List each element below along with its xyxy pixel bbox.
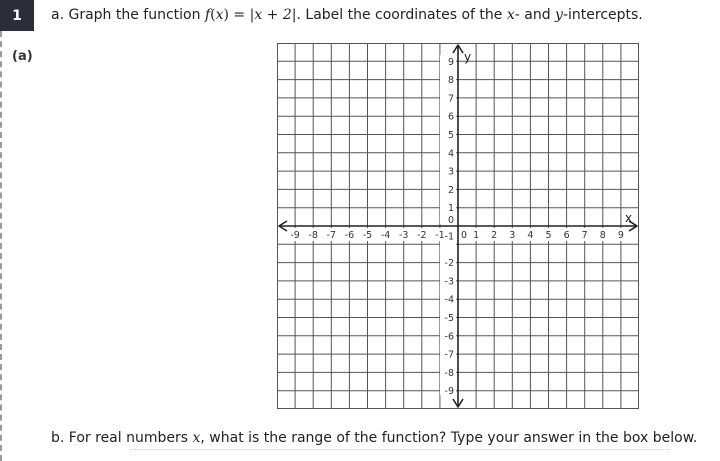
y-tick-label: 8 bbox=[447, 75, 454, 87]
x-tick-label: -9 bbox=[290, 230, 300, 241]
x-tick-label: -2 bbox=[417, 230, 427, 241]
x-tick-label: 8 bbox=[599, 230, 606, 241]
x-tick-label: -5 bbox=[362, 230, 373, 241]
y-tick-label: -6 bbox=[444, 331, 454, 343]
x-tick-label: 9 bbox=[617, 230, 624, 241]
x-tick-label: 4 bbox=[527, 230, 534, 241]
y-tick-label: -8 bbox=[444, 367, 454, 379]
y-tick-label: -4 bbox=[444, 294, 454, 306]
x-tick-label: -4 bbox=[380, 230, 391, 241]
y-tick-label: 5 bbox=[447, 130, 454, 141]
y-tick-label: -9 bbox=[444, 386, 454, 398]
x-tick-label: 7 bbox=[581, 230, 588, 241]
part-a-text-1: Graph the function bbox=[68, 7, 201, 23]
part-b-var-x: x bbox=[192, 430, 201, 446]
x-tick-label: 1 bbox=[473, 230, 480, 241]
y-tick-label: 6 bbox=[447, 111, 454, 123]
y-tick-label: 7 bbox=[447, 93, 454, 105]
question-rail-divider bbox=[0, 31, 2, 461]
x-axis-label: x bbox=[625, 211, 633, 225]
y-tick-label: 4 bbox=[447, 148, 454, 160]
coordinate-grid[interactable] bbox=[277, 43, 639, 409]
y-tick-label: -2 bbox=[444, 258, 454, 270]
var-y: y bbox=[555, 7, 563, 23]
part-a-text-4: -intercepts. bbox=[562, 7, 643, 23]
part-b-lead: b. bbox=[51, 430, 65, 446]
x-tick-label: -1 bbox=[435, 230, 445, 241]
y-axis-label: y bbox=[464, 50, 472, 64]
x-tick-label: -8 bbox=[308, 230, 318, 241]
question-number-badge bbox=[0, 0, 34, 31]
part-a-text-3: - and bbox=[514, 7, 551, 23]
part-b-text-2: , what is the range of the function? Type your answer in the box below. bbox=[200, 430, 698, 446]
part-a-label: (a) bbox=[12, 49, 33, 64]
y-tick-label: -7 bbox=[444, 349, 454, 361]
x-tick-label: 0 bbox=[460, 230, 468, 241]
func-name: f bbox=[204, 7, 211, 23]
x-tick-label: -7 bbox=[326, 230, 337, 241]
y-tick-label: 1 bbox=[447, 203, 454, 215]
var-x: x bbox=[506, 7, 515, 23]
y-tick-label: 3 bbox=[447, 166, 454, 178]
x-tick-label: 5 bbox=[545, 230, 552, 241]
x-tick-label: -3 bbox=[398, 230, 409, 241]
y-tick-label: -3 bbox=[444, 276, 454, 288]
x-tick-label: -6 bbox=[344, 230, 355, 241]
func-rhs: |x + 2|. bbox=[249, 7, 301, 23]
y-tick-label: 9 bbox=[447, 56, 454, 68]
y-tick-label: 2 bbox=[447, 184, 454, 196]
part-b-prompt bbox=[51, 428, 697, 448]
part-a-prompt bbox=[51, 5, 643, 25]
answer-box-edge[interactable] bbox=[130, 449, 670, 460]
x-tick-label: 2 bbox=[491, 230, 498, 241]
part-a-text-2: Label the coordinates of the bbox=[305, 7, 503, 23]
x-tick-label: 3 bbox=[509, 230, 516, 241]
question-number: 1 bbox=[12, 7, 22, 24]
x-tick-label: 6 bbox=[563, 230, 570, 241]
func-var: x bbox=[215, 7, 224, 23]
y-tick-label: 0 bbox=[447, 215, 454, 226]
y-tick-label: -5 bbox=[444, 313, 454, 324]
part-b-text-1: For real numbers bbox=[68, 430, 189, 446]
function-expression: f(x) = |x + 2|. bbox=[204, 7, 301, 23]
part-a-lead: a. bbox=[51, 7, 65, 23]
y-tick-label: -1 bbox=[444, 231, 454, 243]
